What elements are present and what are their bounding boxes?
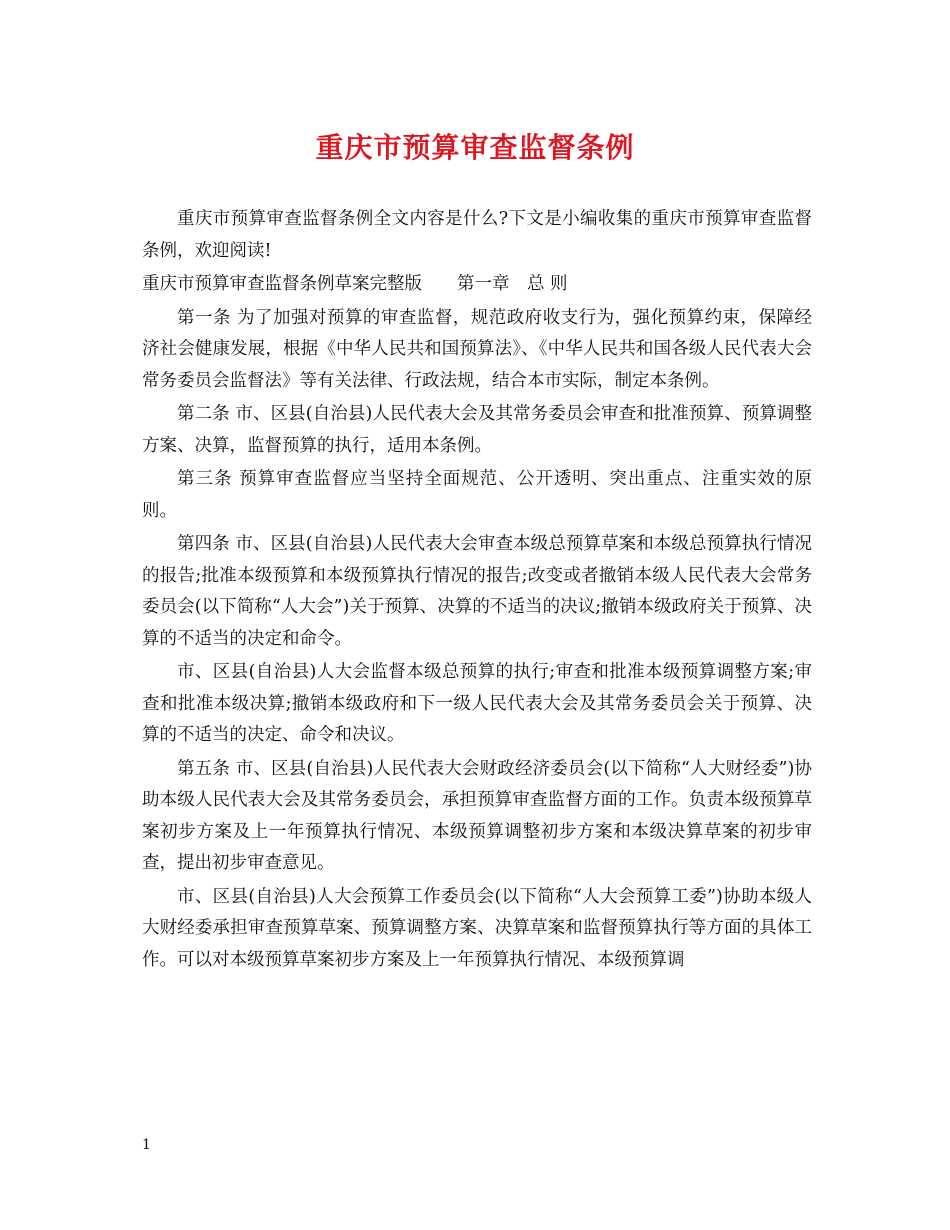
page-number: 1 [142,1137,151,1153]
paragraph-article-1: 第一条 为了加强对预算的审查监督，规范政府收支行为，强化预算约束，保障经济社会健康发展，根据《中华人民共和国预算法》、《中华人民共和国各级人民代表大会常务委员会监督法》等有关法律、行政法规，结合本市实际，制定本条例。 [142,307,812,391]
paragraph-chapter-heading: 重庆市预算审查监督条例草案完整版 第一章 总 则 [142,274,568,294]
paragraph-article-4: 第四条 市、区县(自治县)人民代表大会审查本级总预算草案和本级总预算执行情况的报告;批准本级预算和本级预算执行情况的报告;改变或者撤销本级人民代表大会常务委员会(以下简称“人大会”)关于预算、决算的不适当的决议;撤销本级政府关于预算、决算的不适当的决定和命令。 [142,534,812,649]
paragraph-article-4-cont: 市、区县(自治县)人大会监督本级总预算的执行;审查和批准本级预算调整方案;审查和批准本级决算;撤销本级政府和下一级人民代表大会及其常务委员会关于预算、决算的不适当的决定、命令和决议。 [142,662,812,745]
document-body [142,204,812,978]
paragraph-article-2: 第二条 市、区县(自治县)人民代表大会及其常务委员会审查和批准预算、预算调整方案、决算，监督预算的执行，适用本条例。 [142,404,812,456]
document-title: 重庆市预算审查监督条例 [315,131,635,164]
paragraph-article-3: 第三条 预算审查监督应当坚持全面规范、公开透明、突出重点、注重实效的原则。 [142,469,812,521]
paragraph-intro: 重庆市预算审查监督条例全文内容是什么?下文是小编收集的重庆市预算审查监督条例，欢迎阅读! [142,209,812,261]
paragraph-article-5: 第五条 市、区县(自治县)人民代表大会财政经济委员会(以下简称“人大财经委”)协助本级人民代表大会及其常务委员会，承担预算审查监督方面的工作。负责本级预算草案初步方案及上一年预算执行情况、本级预算调整初步方案和本级决算草案的初步审查，提出初步审查意见。 [142,758,812,873]
paragraph-article-5-cont: 市、区县(自治县)人大会预算工作委员会(以下简称“人大会预算工委”)协助本级人大财经委承担审查预算草案、预算调整方案、决算草案和监督预算执行等方面的具体工作。可以对本级预算草案初步方案及上一年预算执行情况、本级预算调 [142,886,812,970]
